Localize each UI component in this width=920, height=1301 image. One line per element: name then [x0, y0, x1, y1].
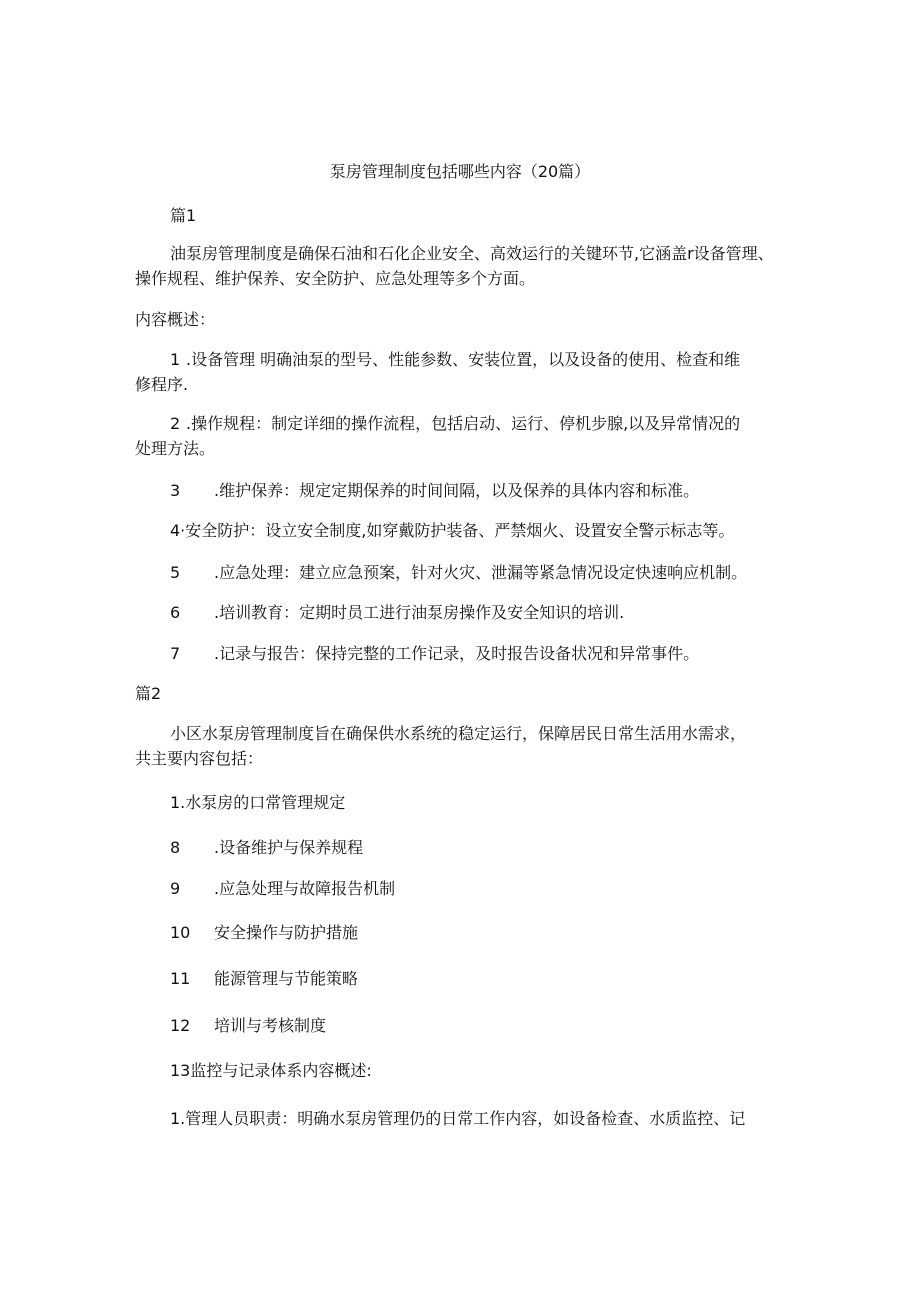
section1-intro-line2: 操作规程、维护保养、安全防护、应急处理等多个方面。 [135, 269, 536, 288]
section-heading-1: 篇1 [170, 206, 197, 225]
list-item-number: 9 [170, 879, 181, 898]
section2-intro-line1: 小区水泵房管理制度旨在确保供水系统的稳定运行，保障居民日常生活用水需求， [170, 724, 747, 743]
section-heading-2: 篇2 [135, 684, 162, 703]
section2-intro-line2: 共主要内容包括： [135, 749, 264, 768]
list-item-number: 2 [170, 414, 181, 433]
list-item-text: 能源管理与节能策略 [214, 969, 359, 988]
list-item-text: 1.水泵房的口常管理规定 [170, 793, 346, 812]
list-item-text: .培训教育：定期时员工进行油泵房操作及安全知识的培训. [214, 603, 625, 622]
list-item-text: .操作规程：制定详细的操作流程，包括启动、运行、停机步腺,以及异常情况的 [186, 414, 741, 433]
list-item-number: 12 [170, 1016, 191, 1035]
document-title: 泵房管理制度包括哪些内容（20篇） [329, 162, 591, 181]
list-item-text: 1.管理人员职责：明确水泵房管理仍的日常工作内容，如设备检查、水质监控、记 [170, 1109, 746, 1128]
list-item-text: 13监控与记录体系内容概述: [170, 1061, 372, 1080]
list-item-number: 1 [170, 350, 181, 369]
section1-intro-line1: 油泵房管理制度是确保石油和石化企业安全、高效运行的关键环节,它涵盖r设备管理、 [170, 244, 774, 263]
list-item-text: .应急处理与故障报告机制 [214, 879, 396, 898]
list-item-text: 培训与考核制度 [214, 1016, 327, 1035]
list-item-number: 7 [170, 644, 181, 663]
list-item-text: .设备管理 明确油泵的型号、性能参数、安装位置，以及设备的使用、检查和维 [186, 350, 741, 369]
list-item-number: 6 [170, 603, 181, 622]
list-item-number: 5 [170, 563, 181, 582]
list-item-number: 3 [170, 481, 181, 500]
list-item-text: 4·安全防护：设立安全制度,如穿戴防护装备、严禁烟火、设置安全警示标志等。 [170, 521, 735, 540]
list-item-text-cont: 修程序. [135, 375, 189, 394]
list-item-text-cont: 处理方法。 [135, 439, 216, 458]
list-item-text: .设备维护与保养规程 [214, 838, 364, 857]
list-item-number: 11 [170, 969, 191, 988]
section1-overview-label: 内容概述： [135, 310, 216, 329]
list-item-text: 安全操作与防护措施 [214, 923, 359, 942]
list-item-text: .维护保养：规定定期保养的时间间隔，以及保养的具体内容和标准。 [214, 481, 700, 500]
list-item-number: 8 [170, 838, 181, 857]
list-item-number: 10 [170, 923, 191, 942]
list-item-text: .记录与报告：保持完整的工作记录，及时报告设备状况和异常事件。 [214, 644, 700, 663]
list-item-text: .应急处理：建立应急预案，针对火灾、泄漏等紧急情况设定快速响应机制。 [214, 563, 748, 582]
